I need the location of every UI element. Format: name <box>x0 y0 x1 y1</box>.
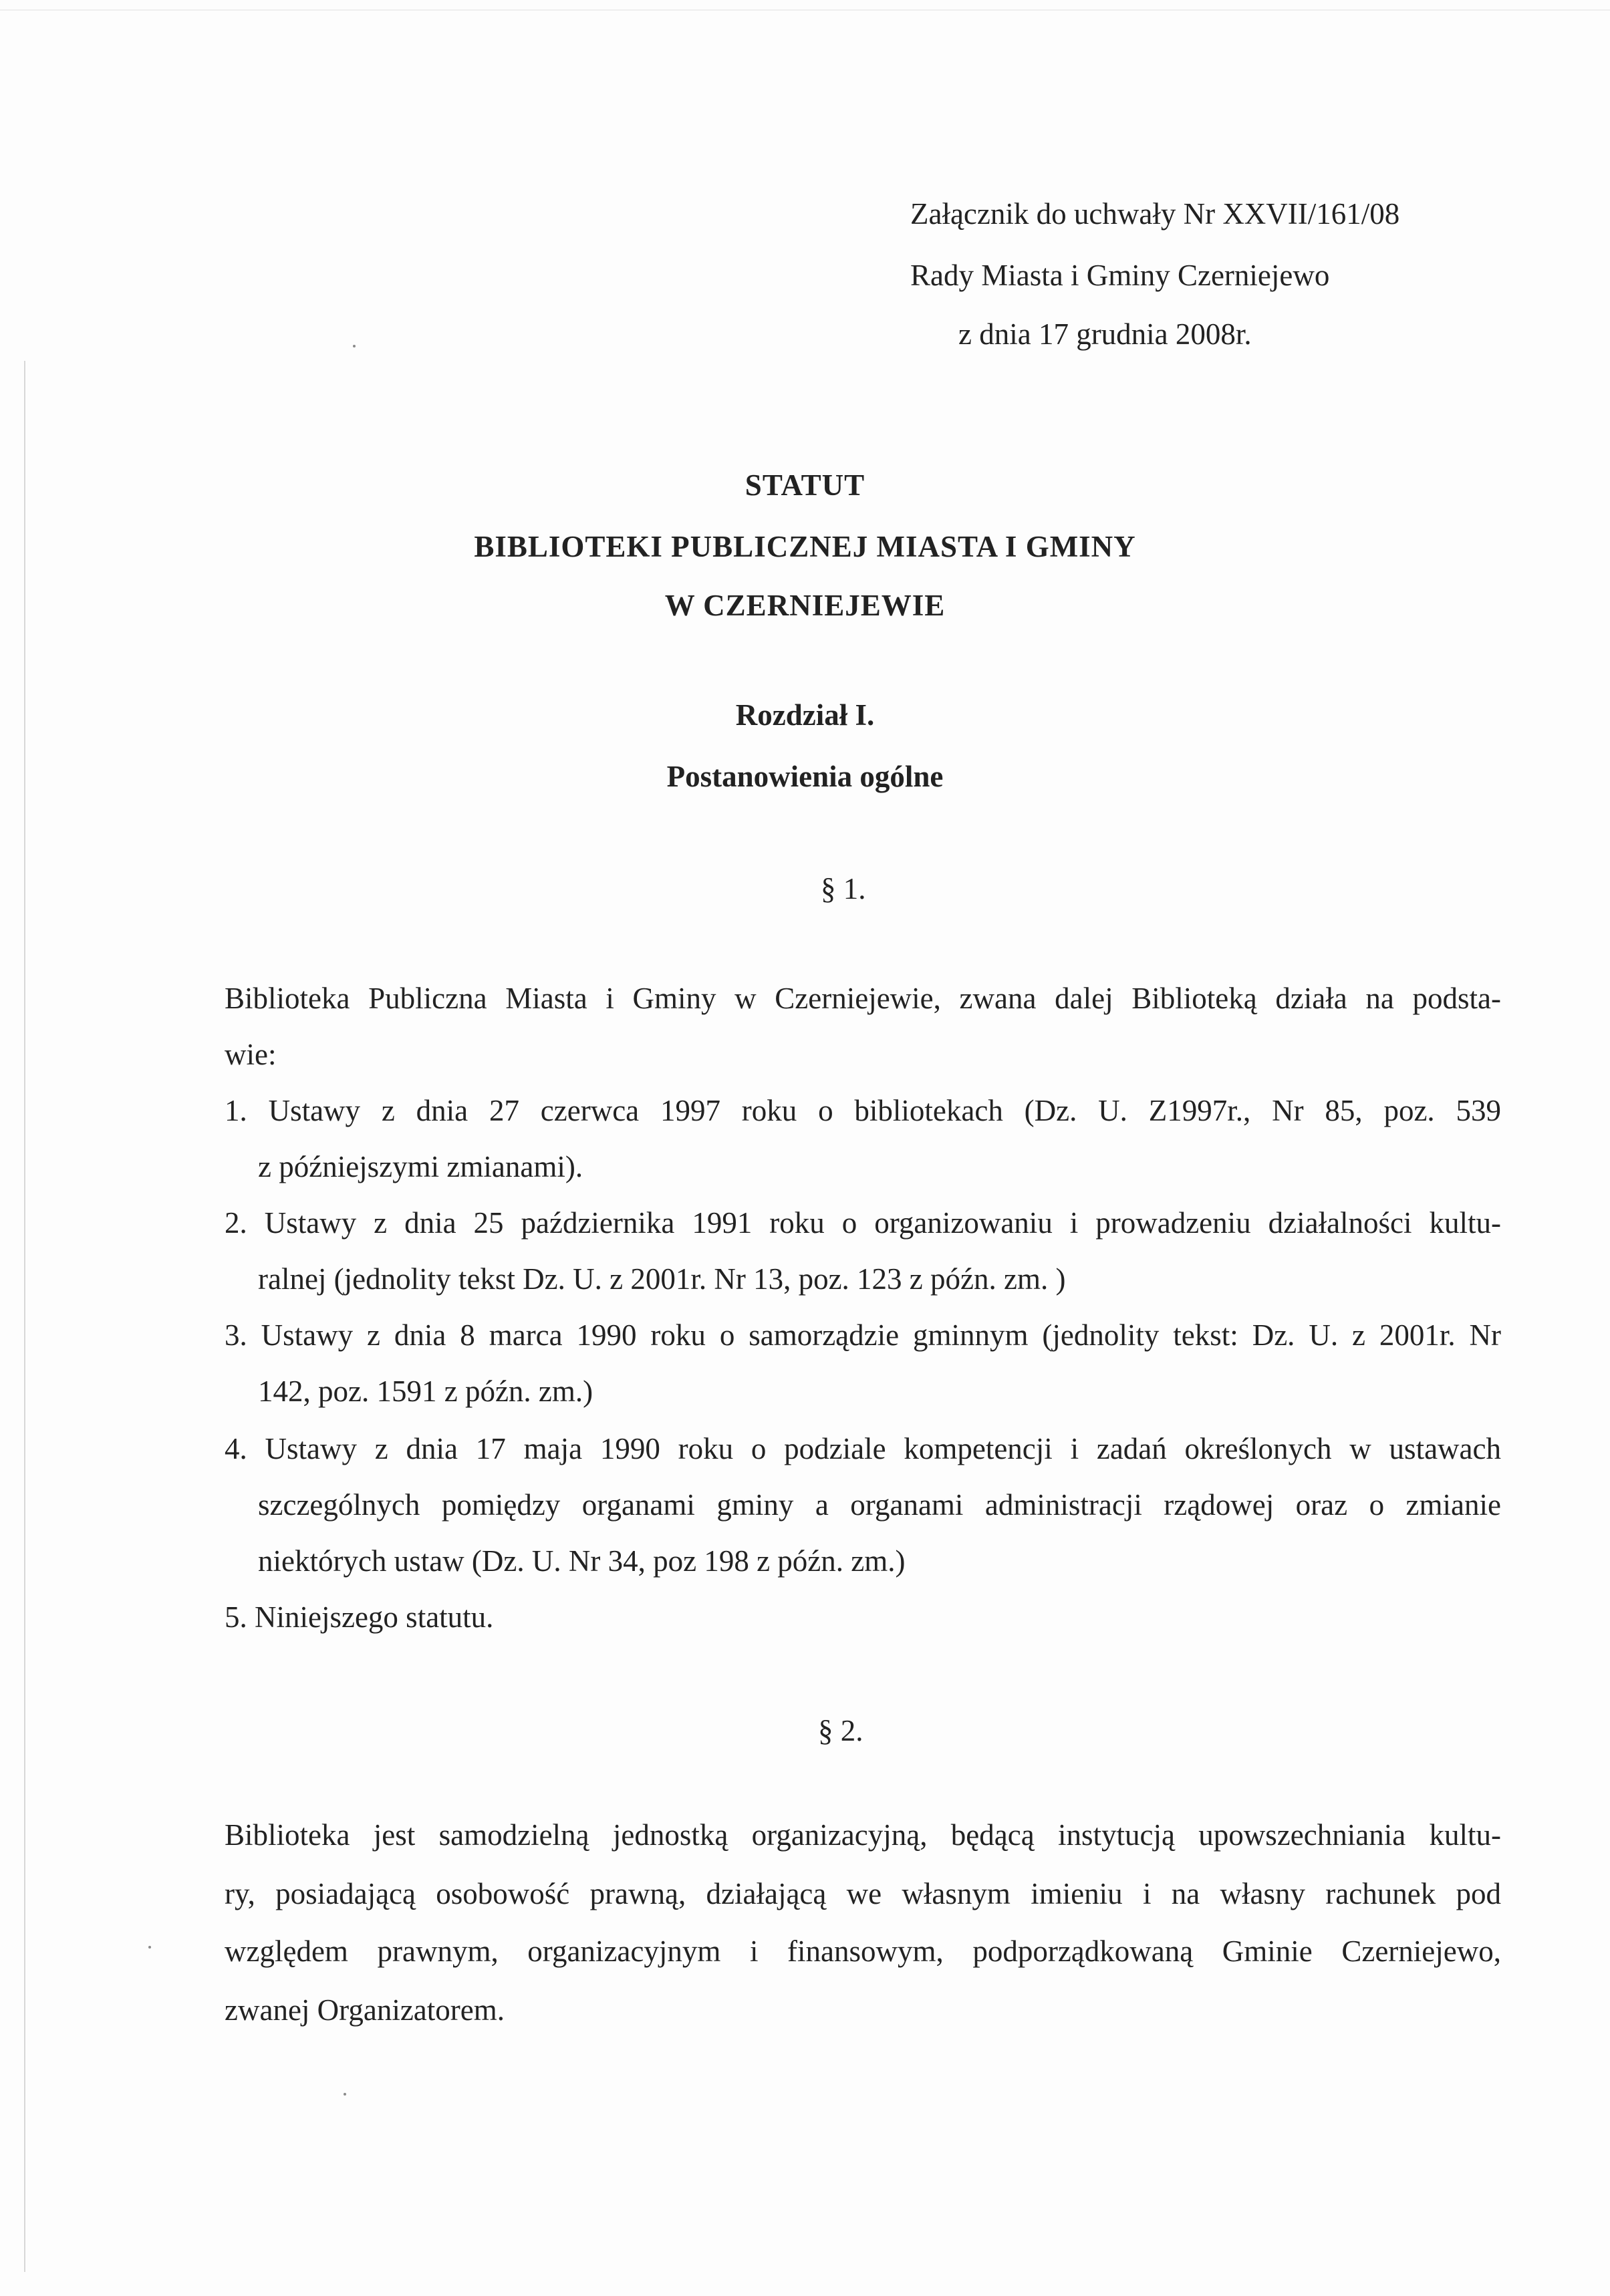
list-item-4-line: niektórych ustaw (Dz. U. Nr 34, poz 198 z późn. zm.) <box>258 1544 906 1578</box>
scan-speck <box>353 345 356 347</box>
chapter-heading: Rozdział I. <box>735 698 875 732</box>
title-library-name: BIBLIOTEKI PUBLICZNEJ MIASTA I GMINY <box>474 530 1136 563</box>
scan-left-edge <box>24 361 25 2272</box>
section-2-line: zwanej Organizatorem. <box>225 1993 505 2027</box>
list-item-1-line: 1. Ustawy z dnia 27 czerwca 1997 roku o bibliotekach (Dz. U. Z1997r., Nr 85, poz. 539 <box>225 1094 1501 1127</box>
header-line-3: z dnia 17 grudnia 2008r. <box>958 317 1252 351</box>
section-1-sign: § 1. <box>821 872 866 905</box>
list-item-3-line: 142, poz. 1591 z późn. zm.) <box>258 1375 593 1408</box>
list-item-1-line: z późniejszymi zmianami). <box>258 1150 583 1183</box>
section-2-line: ry, posiadającą osobowość prawną, działającą we własnym imieniu i na własny rachunek pod <box>225 1877 1501 1910</box>
section-1-intro-line: Biblioteka Publiczna Miasta i Gminy w Czerniejewie, zwana dalej Biblioteką działa na podsta- <box>225 982 1501 1015</box>
scan-top-edge <box>0 9 1610 11</box>
header-line-1: Załącznik do uchwały Nr XXVII/161/08 <box>910 197 1400 231</box>
scan-speck <box>148 1946 151 1949</box>
section-1-intro-line: wie: <box>225 1038 277 1071</box>
title-statut: STATUT <box>745 468 865 502</box>
scan-speck <box>344 2093 346 2096</box>
list-item-3-line: 3. Ustawy z dnia 8 marca 1990 roku o samorządzie gminnym (jednolity tekst: Dz. U. z 2001r. Nr <box>225 1318 1501 1352</box>
header-line-2: Rady Miasta i Gminy Czerniejewo <box>910 259 1330 292</box>
list-item-2-line: 2. Ustawy z dnia 25 października 1991 roku o organizowaniu i prowadzeniu działalności kultu- <box>225 1206 1501 1240</box>
list-item-2-line: ralnej (jednolity tekst Dz. U. z 2001r. Nr 13, poz. 123 z późn. zm. ) <box>258 1262 1066 1296</box>
chapter-subtitle: Postanowienia ogólne <box>666 760 944 793</box>
list-item-4-line: szczególnych pomiędzy organami gminy a organami administracji rządowej oraz o zmianie <box>258 1488 1501 1522</box>
list-item-4-line: 4. Ustawy z dnia 17 maja 1990 roku o podziale kompetencji i zadań określonych w ustawach <box>225 1432 1501 1465</box>
title-location: W CZERNIEJEWIE <box>664 589 946 622</box>
section-2-line: Biblioteka jest samodzielną jednostką organizacyjną, będącą instytucją upowszechniania kultu- <box>225 1818 1501 1852</box>
list-item-5-line: 5. Niniejszego statutu. <box>225 1600 494 1634</box>
section-2-sign: § 2. <box>818 1714 863 1747</box>
section-2-line: względem prawnym, organizacyjnym i finansowym, podporządkowaną Gminie Czerniejewo, <box>225 1934 1501 1968</box>
